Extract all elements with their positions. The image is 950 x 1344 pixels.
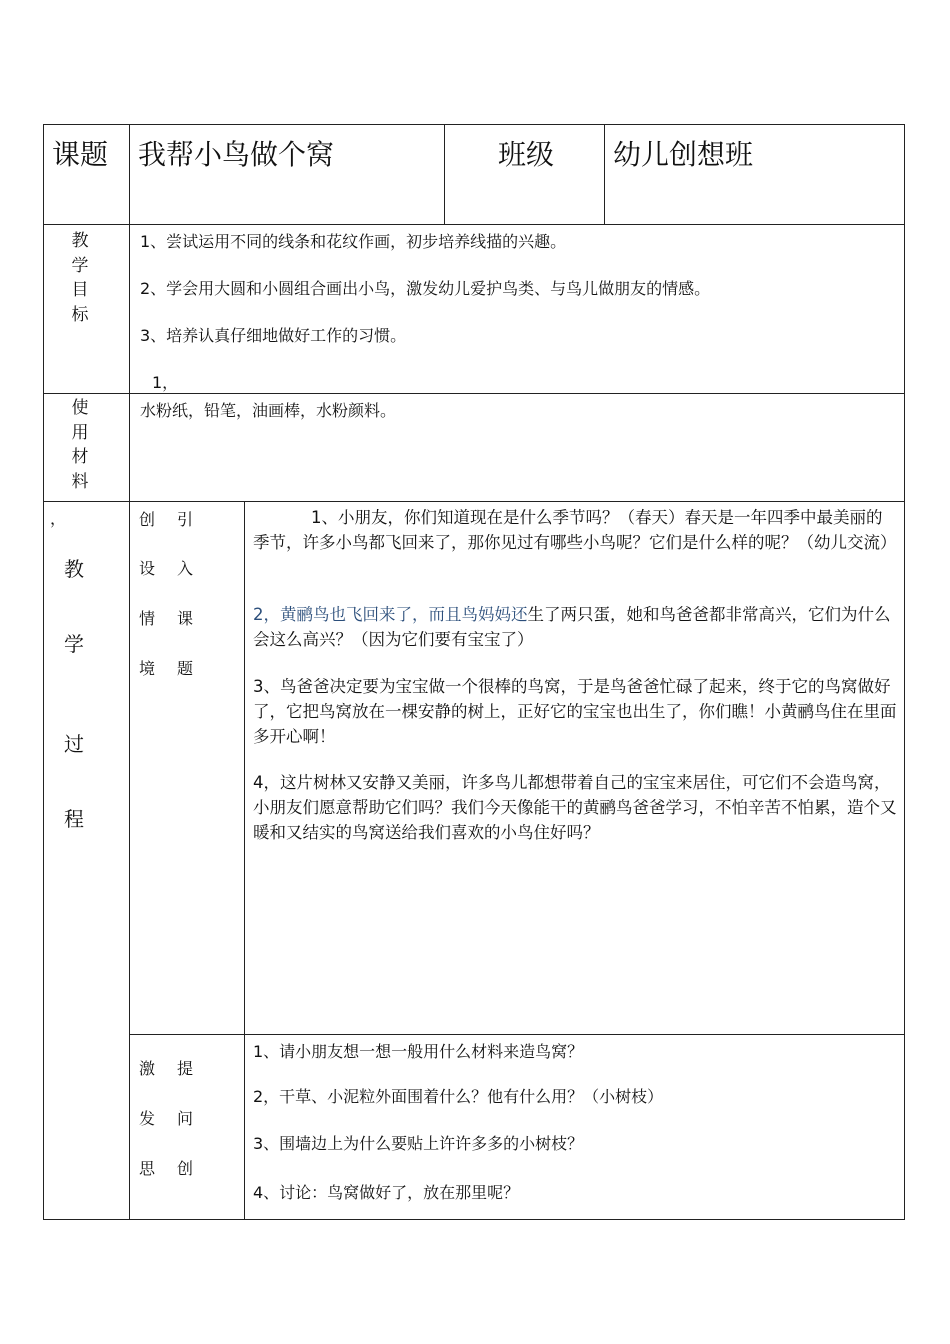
table-border — [43, 124, 44, 1220]
section1-right-char: 题 — [177, 659, 194, 678]
goals-label-char: 学 — [71, 255, 89, 276]
class-label: 班级 — [498, 138, 555, 171]
process-paragraph: 1、小朋友，你们知道现在是什么季节吗？（春天）春天是一年四季中最美丽的季节，许多小鸟都飞回来了，那你见过有哪些小鸟呢？它们是什么样的呢？（幼儿交流） — [253, 508, 897, 552]
section2-right-char: 创 — [177, 1159, 194, 1178]
section1-left-char: 设 — [139, 559, 156, 578]
table-border — [43, 393, 905, 394]
question-item: 2，干草、小泥粒外面围着什么？他有什么用？（小树枝） — [253, 1087, 664, 1106]
section2-right-char: 问 — [177, 1109, 194, 1128]
topic-value: 我帮小鸟做个窝 — [138, 138, 335, 171]
question-item: 1、请小朋友想一想一般用什么材料来造鸟窝？ — [253, 1042, 584, 1061]
materials-label-char: 料 — [71, 471, 89, 492]
section2-left-char: 发 — [139, 1109, 156, 1128]
section2-right-char: 提 — [177, 1059, 194, 1078]
table-border — [130, 1034, 905, 1035]
table-border — [129, 124, 130, 1220]
process-label-char: 学 — [64, 632, 84, 656]
goals-label-char: 教 — [71, 231, 89, 251]
process-paragraph — [253, 602, 898, 652]
table-border — [604, 124, 605, 225]
table-border — [244, 501, 245, 1220]
materials-label-char: 使 — [71, 398, 89, 418]
paragraph-text: 生了两只蛋，她和鸟爸爸都非常高兴，它们为什么会这么高兴？（因为它们要有宝宝了） — [253, 605, 891, 649]
topic-label: 课题 — [52, 138, 109, 171]
goal-item: 1， — [152, 373, 179, 392]
materials-label — [60, 396, 100, 494]
section1-left-char: 情 — [139, 609, 156, 628]
process-paragraph: 3、鸟爸爸决定要为宝宝做一个很棒的鸟窝，于是鸟爸爸忙碌了起来，终于它的鸟窝做好了，它把鸟窝放在一棵安静的树上，正好它的宝宝也出生了，你们瞧！小黄鹂鸟住在里面多开心啊！ — [253, 677, 897, 746]
table-border — [43, 124, 905, 125]
table-border — [904, 124, 905, 1220]
class-value: 幼儿创想班 — [613, 138, 754, 171]
table-border — [43, 224, 905, 225]
question-item: 3、围墙边上为什么要贴上许许多多的小树枝？ — [253, 1134, 584, 1153]
materials-label-char: 材 — [71, 447, 89, 467]
highlighted-text: 2，黄鹂鸟也飞回来了，而且鸟妈妈还 — [253, 605, 528, 624]
table-border — [43, 501, 905, 502]
process-label-char: 过 — [64, 732, 84, 756]
goals-label-char: 标 — [71, 304, 89, 325]
process-label-char: 程 — [64, 807, 84, 831]
process-mark: ， — [50, 509, 67, 528]
question-item: 4、讨论：鸟窝做好了，放在那里呢？ — [253, 1183, 520, 1202]
section2-left-char: 思 — [139, 1159, 156, 1178]
goal-item: 2、学会用大圆和小圆组合画出小鸟，激发幼儿爱护鸟类、与鸟儿做朋友的情感。 — [140, 279, 711, 298]
goals-label-char: 目 — [71, 280, 89, 300]
table-border — [43, 1219, 905, 1220]
materials-label-char: 用 — [71, 422, 89, 443]
section2-left-char: 激 — [139, 1059, 156, 1078]
section1-right-char: 入 — [177, 559, 194, 578]
table-border — [444, 124, 445, 225]
goal-item: 1、尝试运用不同的线条和花纹作画，初步培养线描的兴趣。 — [140, 232, 567, 251]
process-label-char: 教 — [64, 557, 84, 581]
section1-left-char: 境 — [139, 659, 156, 678]
goals-label — [60, 229, 100, 327]
materials-text: 水粉纸，铅笔，油画棒，水粉颜料。 — [140, 401, 397, 420]
process-paragraph: 4，这片树林又安静又美丽，许多鸟儿都想带着自己的宝宝来居住，可它们不会造鸟窝，小朋友们愿意帮助它们吗？我们今天像能干的黄鹂鸟爸爸学习，不怕辛苦不怕累，造个又暖和又结实的鸟窝送给我们喜欢的小鸟住好吗？ — [253, 773, 897, 842]
section1-right-char: 课 — [177, 609, 194, 628]
section1-right-char: 引 — [177, 510, 194, 529]
goal-item: 3、培养认真仔细地做好工作的习惯。 — [140, 326, 407, 345]
section1-left-char: 创 — [139, 510, 156, 529]
